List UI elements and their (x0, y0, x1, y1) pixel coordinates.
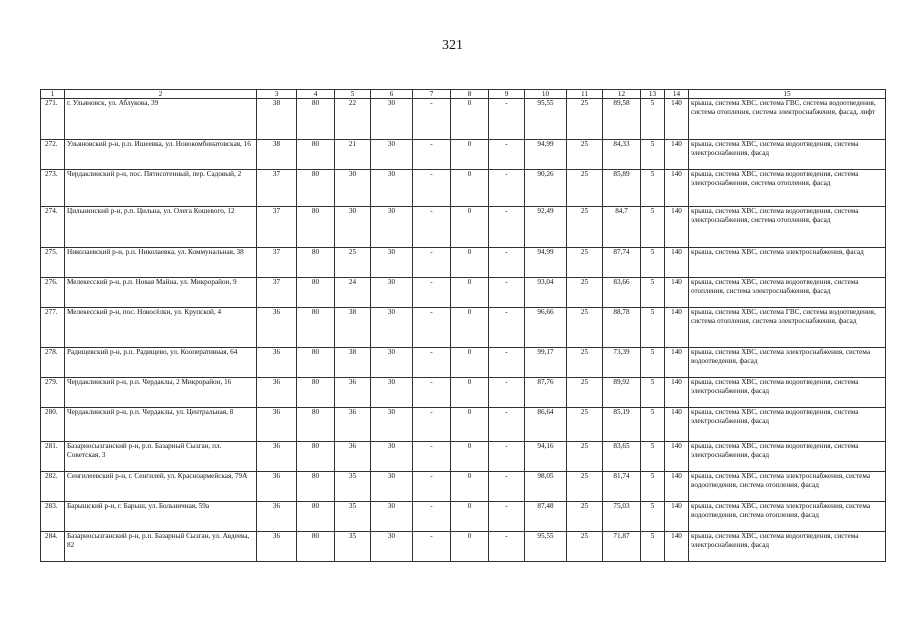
value-col-12: 73,39 (603, 348, 641, 378)
value-col-5: 25 (335, 248, 371, 278)
works-list: крыша, система ХВС, система водоотведения, система электроснабжения, система отопления, фасад (689, 170, 886, 207)
column-number-row (41, 90, 886, 99)
value-col-11: 25 (567, 472, 603, 502)
value-col-5: 35 (335, 502, 371, 532)
row-number: 282. (41, 472, 65, 502)
value-col-10: 95,55 (525, 99, 567, 140)
works-list: крыша, система ХВС, система ГВС, система водоотведения, система отопления, система электроснабжения, фасад, лифт (689, 99, 886, 140)
value-col-7: - (413, 532, 451, 562)
value-col-11: 25 (567, 207, 603, 248)
value-col-3: 37 (257, 248, 297, 278)
address: Чердаклинский р-н, р.п. Чердаклы, 2 Микрорайон, 16 (65, 378, 257, 408)
value-col-11: 25 (567, 278, 603, 308)
value-col-14: 140 (665, 408, 689, 442)
value-col-9: - (489, 170, 525, 207)
works-list: крыша, система ХВС, система водоотведения, система электроснабжения, фасад (689, 140, 886, 170)
value-col-4: 80 (297, 170, 335, 207)
works-list: крыша, система ХВС, система электроснабжения, система водоотведения, система отопления, фасад (689, 472, 886, 502)
value-col-3: 36 (257, 348, 297, 378)
row-number: 274. (41, 207, 65, 248)
table-row (41, 502, 886, 532)
value-col-8: 0 (451, 207, 489, 248)
table-row (41, 408, 886, 442)
table-row (41, 442, 886, 472)
table-row (41, 170, 886, 207)
value-col-6: 30 (371, 378, 413, 408)
table-row (41, 278, 886, 308)
value-col-13: 5 (641, 442, 665, 472)
table-row (41, 532, 886, 562)
value-col-4: 80 (297, 278, 335, 308)
value-col-12: 84,33 (603, 140, 641, 170)
value-col-9: - (489, 140, 525, 170)
address: Цильнинский р-н, р.п. Цильна, ул. Олега Кошевого, 12 (65, 207, 257, 248)
value-col-10: 93,04 (525, 278, 567, 308)
value-col-6: 30 (371, 472, 413, 502)
value-col-10: 87,76 (525, 378, 567, 408)
value-col-13: 5 (641, 378, 665, 408)
address: Чердаклинский р-н, пос. Пятисотенный, пер. Садовый, 2 (65, 170, 257, 207)
value-col-12: 81,74 (603, 472, 641, 502)
row-number: 276. (41, 278, 65, 308)
value-col-3: 37 (257, 207, 297, 248)
row-number: 271. (41, 99, 65, 140)
value-col-7: - (413, 207, 451, 248)
value-col-5: 38 (335, 308, 371, 348)
row-number: 281. (41, 442, 65, 472)
column-header: 13 (641, 90, 665, 99)
value-col-8: 0 (451, 140, 489, 170)
value-col-13: 5 (641, 348, 665, 378)
value-col-10: 94,16 (525, 442, 567, 472)
column-header: 15 (689, 90, 886, 99)
value-col-9: - (489, 532, 525, 562)
value-col-9: - (489, 502, 525, 532)
works-list: крыша, система ХВС, система водоотведения, система отопления, система электроснабжения, фасад (689, 278, 886, 308)
row-number: 284. (41, 532, 65, 562)
value-col-11: 25 (567, 442, 603, 472)
value-col-11: 25 (567, 248, 603, 278)
value-col-11: 25 (567, 502, 603, 532)
value-col-13: 5 (641, 170, 665, 207)
value-col-11: 25 (567, 99, 603, 140)
row-number: 272. (41, 140, 65, 170)
value-col-4: 80 (297, 502, 335, 532)
column-header: 9 (489, 90, 525, 99)
address: Сенгилеевский р-н, г. Сенгилей, ул. Красноармейская, 79А (65, 472, 257, 502)
row-number: 278. (41, 348, 65, 378)
value-col-3: 37 (257, 170, 297, 207)
value-col-4: 80 (297, 532, 335, 562)
row-number: 275. (41, 248, 65, 278)
value-col-5: 36 (335, 442, 371, 472)
value-col-10: 96,66 (525, 308, 567, 348)
value-col-3: 36 (257, 532, 297, 562)
value-col-4: 80 (297, 348, 335, 378)
value-col-3: 36 (257, 308, 297, 348)
value-col-9: - (489, 442, 525, 472)
address: Мелекесский р-н, р.п. Новая Майна, ул. Микрорайон, 9 (65, 278, 257, 308)
value-col-14: 140 (665, 99, 689, 140)
value-col-14: 140 (665, 278, 689, 308)
table-row (41, 207, 886, 248)
value-col-10: 98,05 (525, 472, 567, 502)
value-col-7: - (413, 308, 451, 348)
address: Барышский р-н, г. Барыш, ул. Больничная, 59а (65, 502, 257, 532)
row-number: 279. (41, 378, 65, 408)
value-col-14: 140 (665, 472, 689, 502)
value-col-9: - (489, 248, 525, 278)
value-col-7: - (413, 248, 451, 278)
column-header: 8 (451, 90, 489, 99)
address: Чердаклинский р-н, р.п. Чердаклы, ул. Центральная, 8 (65, 408, 257, 442)
row-number: 273. (41, 170, 65, 207)
value-col-14: 140 (665, 502, 689, 532)
value-col-5: 35 (335, 472, 371, 502)
value-col-12: 89,92 (603, 378, 641, 408)
value-col-4: 80 (297, 140, 335, 170)
value-col-6: 30 (371, 278, 413, 308)
value-col-9: - (489, 308, 525, 348)
address: г. Ульяновск, ул. Аблукова, 39 (65, 99, 257, 140)
value-col-5: 38 (335, 348, 371, 378)
address: Мелекесский р-н, пос. Новосёлки, ул. Крупской, 4 (65, 308, 257, 348)
works-list: крыша, система ХВС, система водоотведения, система электроснабжения, система отопления, фасад (689, 207, 886, 248)
column-header: 1 (41, 90, 65, 99)
column-header: 2 (65, 90, 257, 99)
value-col-6: 30 (371, 408, 413, 442)
value-col-4: 80 (297, 308, 335, 348)
value-col-10: 94,99 (525, 248, 567, 278)
value-col-12: 88,78 (603, 308, 641, 348)
address: Ульяновский р-н, р.п. Ишеевка, ул. Новокомбинатовская, 16 (65, 140, 257, 170)
value-col-12: 85,89 (603, 170, 641, 207)
value-col-11: 25 (567, 140, 603, 170)
value-col-14: 140 (665, 532, 689, 562)
works-list: крыша, система ХВС, система электроснабжения, система водоотведения, система отопления, фасад (689, 502, 886, 532)
value-col-5: 35 (335, 532, 371, 562)
value-col-8: 0 (451, 502, 489, 532)
value-col-7: - (413, 99, 451, 140)
column-header: 7 (413, 90, 451, 99)
value-col-7: - (413, 442, 451, 472)
value-col-4: 80 (297, 248, 335, 278)
works-list: крыша, система ХВС, система водоотведения, система электроснабжения, фасад (689, 532, 886, 562)
value-col-6: 30 (371, 248, 413, 278)
value-col-6: 30 (371, 99, 413, 140)
value-col-12: 71,87 (603, 532, 641, 562)
value-col-8: 0 (451, 170, 489, 207)
value-col-5: 21 (335, 140, 371, 170)
value-col-6: 30 (371, 170, 413, 207)
value-col-9: - (489, 278, 525, 308)
value-col-6: 30 (371, 532, 413, 562)
value-col-11: 25 (567, 308, 603, 348)
value-col-10: 95,55 (525, 532, 567, 562)
value-col-11: 25 (567, 532, 603, 562)
works-list: крыша, система ХВС, система водоотведения, система электроснабжения, фасад (689, 378, 886, 408)
value-col-8: 0 (451, 378, 489, 408)
value-col-5: 36 (335, 408, 371, 442)
value-col-5: 22 (335, 99, 371, 140)
value-col-5: 30 (335, 207, 371, 248)
value-col-7: - (413, 348, 451, 378)
value-col-3: 36 (257, 442, 297, 472)
value-col-8: 0 (451, 248, 489, 278)
value-col-4: 80 (297, 408, 335, 442)
value-col-11: 25 (567, 378, 603, 408)
table-row (41, 378, 886, 408)
value-col-4: 80 (297, 378, 335, 408)
value-col-10: 86,64 (525, 408, 567, 442)
value-col-4: 80 (297, 442, 335, 472)
value-col-3: 36 (257, 378, 297, 408)
value-col-10: 87,48 (525, 502, 567, 532)
value-col-11: 25 (567, 170, 603, 207)
value-col-8: 0 (451, 472, 489, 502)
value-col-4: 80 (297, 472, 335, 502)
page-number: 321 (442, 38, 463, 53)
value-col-4: 80 (297, 207, 335, 248)
value-col-5: 24 (335, 278, 371, 308)
value-col-12: 89,58 (603, 99, 641, 140)
address: Николаевский р-н, р.п. Николаевка, ул. Коммунальная, 38 (65, 248, 257, 278)
value-col-3: 38 (257, 140, 297, 170)
address: Радищевский р-н, р.п. Радищево, ул. Кооперативная, 64 (65, 348, 257, 378)
value-col-10: 92,49 (525, 207, 567, 248)
value-col-13: 5 (641, 532, 665, 562)
value-col-6: 30 (371, 207, 413, 248)
table-row (41, 99, 886, 140)
value-col-12: 75,03 (603, 502, 641, 532)
value-col-8: 0 (451, 442, 489, 472)
value-col-14: 140 (665, 308, 689, 348)
value-col-13: 5 (641, 207, 665, 248)
column-header: 4 (297, 90, 335, 99)
value-col-13: 5 (641, 502, 665, 532)
value-col-10: 99,17 (525, 348, 567, 378)
value-col-8: 0 (451, 408, 489, 442)
value-col-14: 140 (665, 140, 689, 170)
value-col-8: 0 (451, 348, 489, 378)
column-header: 5 (335, 90, 371, 99)
value-col-3: 36 (257, 472, 297, 502)
works-list: крыша, система ХВС, система водоотведения, система электроснабжения, фасад (689, 408, 886, 442)
value-col-12: 87,74 (603, 248, 641, 278)
value-col-11: 25 (567, 348, 603, 378)
works-list: крыша, система ХВС, система водоотведения, система электроснабжения, фасад (689, 442, 886, 472)
value-col-12: 83,65 (603, 442, 641, 472)
value-col-10: 90,26 (525, 170, 567, 207)
address: Базарносызганский р-н, р.п. Базарный Сызган, ул. Авдеева, 82 (65, 532, 257, 562)
column-header: 10 (525, 90, 567, 99)
value-col-8: 0 (451, 308, 489, 348)
works-list: крыша, система ХВС, система электроснабжения, фасад (689, 248, 886, 278)
column-header: 11 (567, 90, 603, 99)
value-col-7: - (413, 378, 451, 408)
table-row (41, 140, 886, 170)
value-col-6: 30 (371, 308, 413, 348)
value-col-7: - (413, 408, 451, 442)
value-col-12: 85,19 (603, 408, 641, 442)
value-col-9: - (489, 472, 525, 502)
value-col-13: 5 (641, 278, 665, 308)
column-header: 3 (257, 90, 297, 99)
value-col-7: - (413, 502, 451, 532)
value-col-3: 36 (257, 408, 297, 442)
value-col-9: - (489, 99, 525, 140)
value-col-7: - (413, 472, 451, 502)
column-header: 6 (371, 90, 413, 99)
value-col-6: 30 (371, 502, 413, 532)
value-col-13: 5 (641, 308, 665, 348)
value-col-14: 140 (665, 207, 689, 248)
column-header: 14 (665, 90, 689, 99)
value-col-13: 5 (641, 408, 665, 442)
works-list: крыша, система ХВС, система ГВС, система водоотведения, система отопления, система электроснабжения, фасад (689, 308, 886, 348)
value-col-8: 0 (451, 99, 489, 140)
value-col-13: 5 (641, 99, 665, 140)
value-col-11: 25 (567, 408, 603, 442)
row-number: 283. (41, 502, 65, 532)
value-col-7: - (413, 140, 451, 170)
value-col-14: 140 (665, 348, 689, 378)
value-col-3: 37 (257, 278, 297, 308)
value-col-5: 36 (335, 378, 371, 408)
value-col-9: - (489, 408, 525, 442)
value-col-13: 5 (641, 140, 665, 170)
value-col-5: 30 (335, 170, 371, 207)
value-col-7: - (413, 170, 451, 207)
repair-register-table (40, 89, 886, 562)
row-number: 277. (41, 308, 65, 348)
address: Базарносызганский р-н, р.п. Базарный Сызган, пл. Советская, 3 (65, 442, 257, 472)
table-row (41, 348, 886, 378)
value-col-4: 80 (297, 99, 335, 140)
row-number: 280. (41, 408, 65, 442)
table-row (41, 472, 886, 502)
value-col-8: 0 (451, 278, 489, 308)
works-list: крыша, система ХВС, система электроснабжения, система водоотведения, фасад (689, 348, 886, 378)
value-col-14: 140 (665, 442, 689, 472)
value-col-6: 30 (371, 140, 413, 170)
value-col-14: 140 (665, 248, 689, 278)
value-col-3: 36 (257, 502, 297, 532)
value-col-6: 30 (371, 348, 413, 378)
value-col-9: - (489, 378, 525, 408)
table-row (41, 308, 886, 348)
value-col-13: 5 (641, 472, 665, 502)
value-col-10: 94,99 (525, 140, 567, 170)
value-col-3: 38 (257, 99, 297, 140)
value-col-14: 140 (665, 170, 689, 207)
value-col-13: 5 (641, 248, 665, 278)
value-col-9: - (489, 348, 525, 378)
column-header: 12 (603, 90, 641, 99)
value-col-7: - (413, 278, 451, 308)
value-col-12: 83,66 (603, 278, 641, 308)
table-row (41, 248, 886, 278)
value-col-8: 0 (451, 532, 489, 562)
value-col-12: 84,7 (603, 207, 641, 248)
value-col-14: 140 (665, 378, 689, 408)
value-col-9: - (489, 207, 525, 248)
value-col-6: 30 (371, 442, 413, 472)
